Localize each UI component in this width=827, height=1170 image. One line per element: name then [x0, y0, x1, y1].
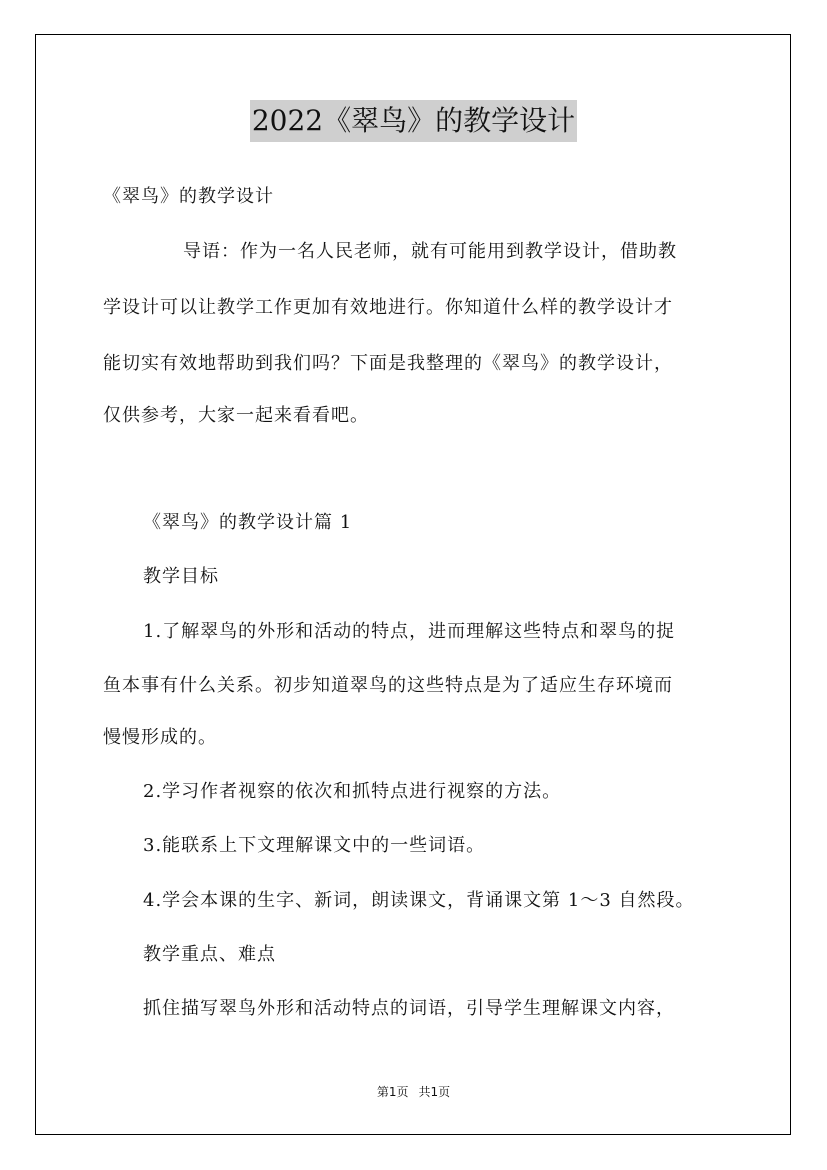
intro-line-1: 导语：作为一名人民老师，就有可能用到教学设计，借助教 — [183, 241, 677, 262]
key-points-heading: 教学重点、难点 — [143, 944, 276, 965]
goal-2: 2.学习作者视察的依次和抓特点进行视察的方法。 — [143, 781, 562, 802]
goal-1-line-3: 慢慢形成的。 — [103, 727, 217, 748]
intro-line-4: 仅供参考，大家一起来看看吧。 — [103, 405, 369, 426]
page-number: 第1页 — [376, 1085, 409, 1099]
intro-line-3: 能切实有效地帮助到我们吗？下面是我整理的《翠鸟》的教学设计， — [103, 353, 673, 374]
page-total: 共1页 — [418, 1085, 451, 1099]
goal-1-line-2: 鱼本事有什么关系。初步知道翠鸟的这些特点是为了适应生存环境而 — [103, 675, 673, 696]
document-title: 2022《翠鸟》的教学设计 — [250, 100, 577, 142]
key-points-line-1: 抓住描写翠鸟外形和活动特点的词语，引导学生理解课文内容， — [143, 998, 675, 1019]
subtitle: 《翠鸟》的教学设计 — [103, 186, 274, 207]
goal-3: 3.能联系上下文理解课文中的一些词语。 — [143, 835, 486, 856]
goals-heading: 教学目标 — [143, 566, 219, 587]
section-heading: 《翠鸟》的教学设计篇 1 — [143, 512, 353, 533]
goal-1-line-1: 1.了解翠鸟的外形和活动的特点，进而理解这些特点和翠鸟的捉 — [143, 621, 676, 642]
page-footer — [0, 1083, 827, 1100]
title-container — [0, 100, 827, 142]
goal-4: 4.学会本课的生字、新词，朗读课文，背诵课文第 1～3 自然段。 — [143, 890, 695, 911]
intro-line-2: 学设计可以让教学工作更加有效地进行。你知道什么样的教学设计才 — [103, 297, 673, 318]
